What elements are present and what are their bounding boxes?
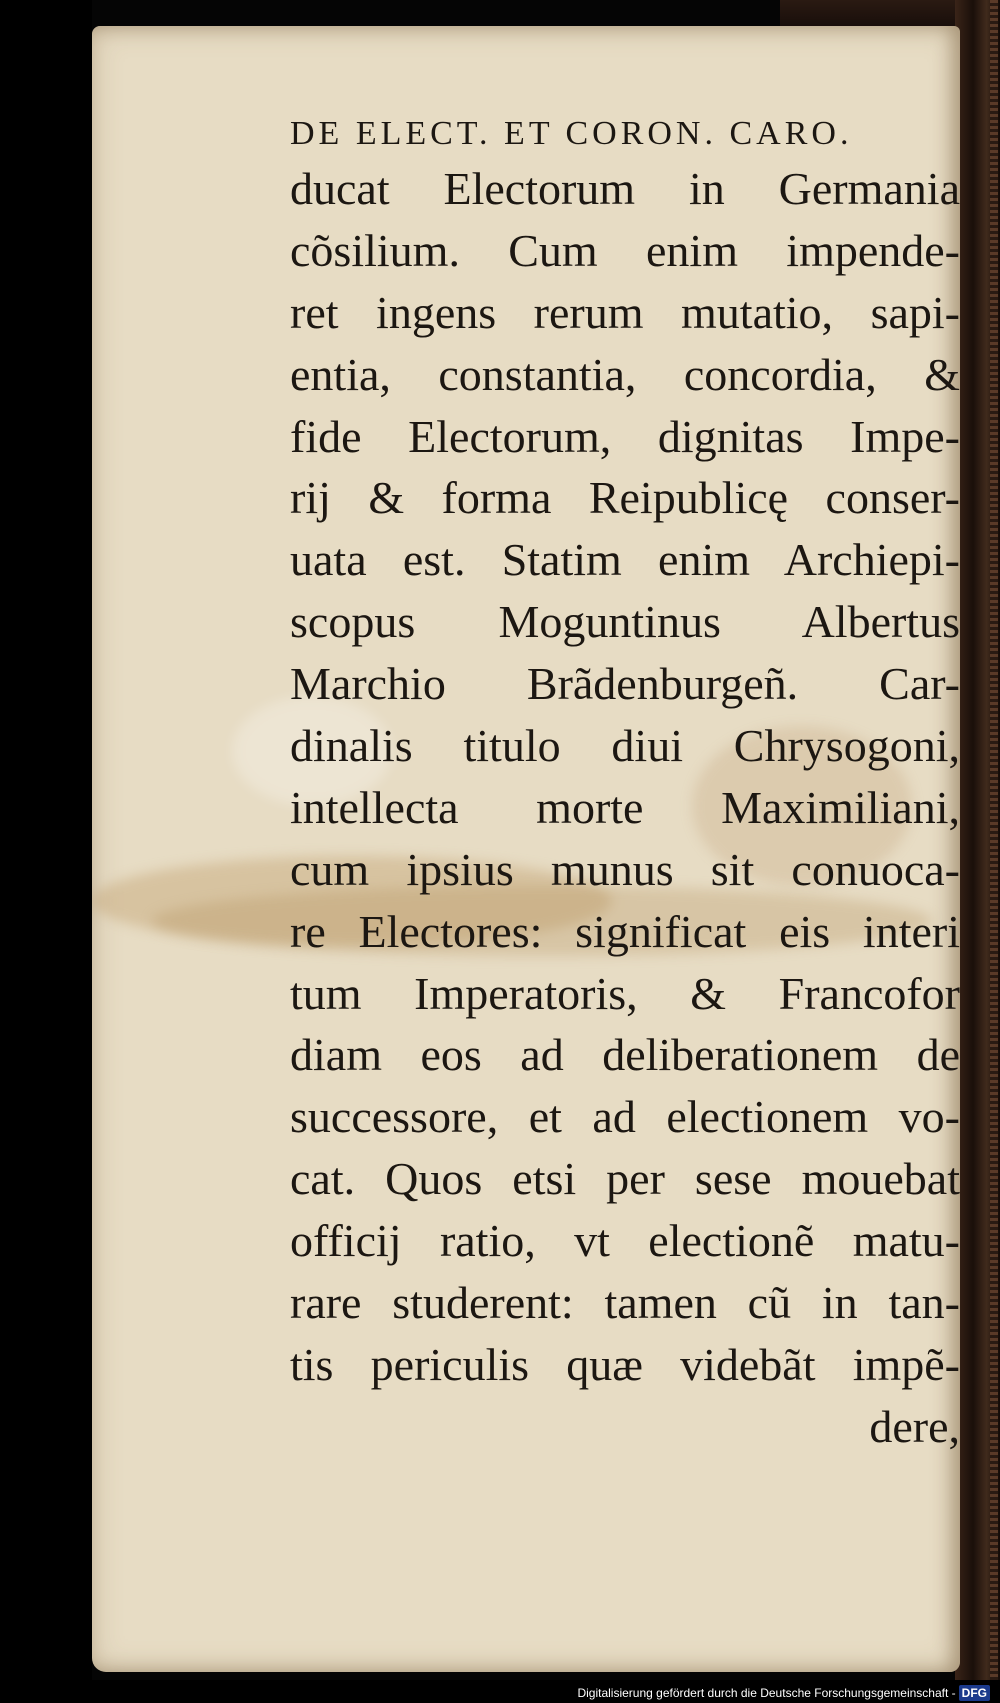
text-line: tis periculis quæ videbãt impẽ-	[290, 1338, 960, 1390]
text-line: Marchio Brãdenburgeñ. Car-	[290, 658, 960, 710]
dfg-logo: DFG	[959, 1685, 990, 1701]
text-line: fide Electorum, dignitas Impe-	[290, 410, 960, 462]
book-spine-edge	[955, 0, 1000, 1690]
text-line: dinalis titulo diui Chrysogoni,	[290, 720, 960, 772]
text-line: re Electores: significat eis interi	[290, 905, 960, 957]
text-line: tum Imperatoris, & Francofor	[290, 967, 960, 1019]
text-line: entia, constantia, concordia, &	[290, 348, 960, 400]
text-line: scopus Moguntinus Albertus	[290, 596, 960, 648]
catchword: dere,	[869, 1400, 960, 1452]
left-dark-margin	[0, 0, 92, 1703]
text-line: officij ratio, vt electionẽ matu-	[290, 1215, 960, 1267]
text-line: rij & forma Reipublicę conser-	[290, 472, 960, 524]
text-line: rare studerent: tamen cũ in tan-	[290, 1277, 960, 1329]
text-line: cõsilium. Cum enim impende-	[290, 224, 960, 276]
text-line: uata est. Statim enim Archiepi-	[290, 534, 960, 586]
text-line: successore, et ad electionem vo-	[290, 1091, 960, 1143]
text-line: ducat Electorum in Germania	[290, 163, 960, 214]
funding-footer	[560, 1685, 990, 1701]
text-line: ret ingens rerum mutatio, sapi-	[290, 286, 960, 338]
text-line: diam eos ad deliberationem de	[290, 1029, 960, 1081]
text-line: cum ipsius munus sit conuoca-	[290, 843, 960, 895]
text-line: cat. Quos etsi per sese mouebat	[290, 1153, 960, 1205]
running-header: DE ELECT. ET CORON. CARO.	[290, 115, 853, 152]
text-line: intellecta morte Maximiliani,	[290, 781, 960, 833]
funding-text: Digitalisierung gefördert durch die Deutsche Forschungsgemeinschaft -	[577, 1686, 956, 1700]
page-text	[290, 110, 960, 1458]
